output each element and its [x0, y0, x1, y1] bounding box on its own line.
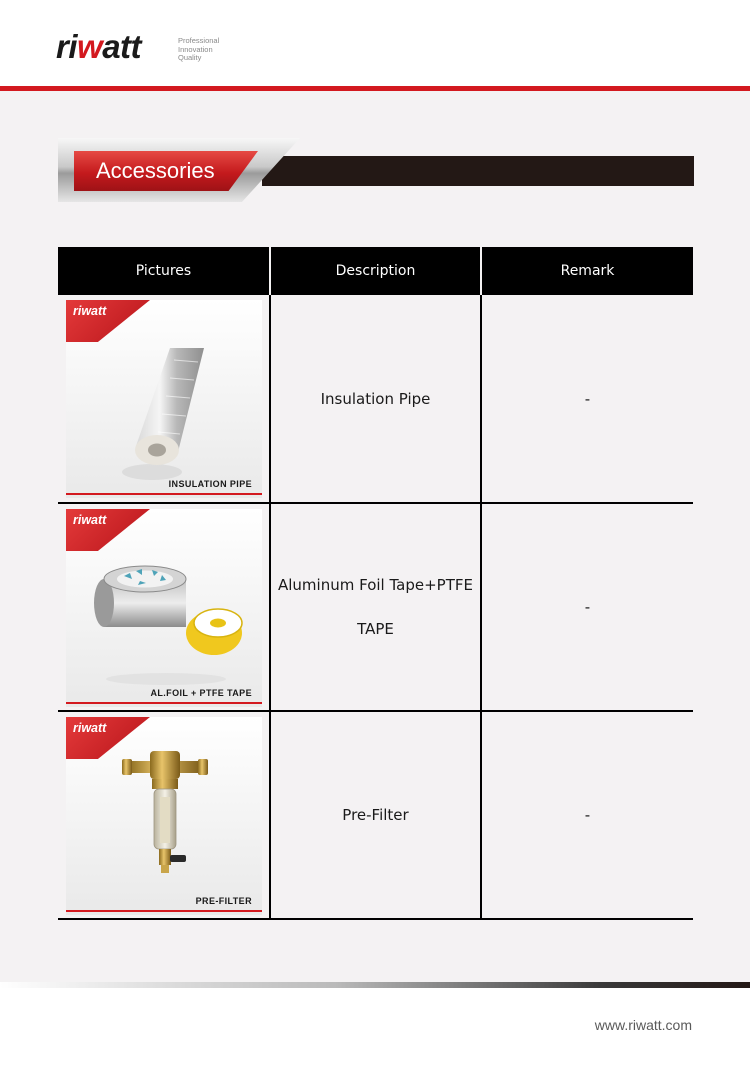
description-cell [270, 711, 481, 919]
table-row [58, 503, 693, 711]
tagline-line: Quality [178, 53, 202, 62]
accessories-table [58, 247, 693, 920]
table-header-row [58, 247, 693, 295]
column-header-remark: Remark [481, 247, 693, 295]
picture-cell [58, 295, 270, 503]
description-cell [270, 503, 481, 711]
logo-accent: w [77, 28, 103, 65]
remark-cell: - [481, 503, 693, 711]
description-cell [270, 295, 481, 503]
column-header-pictures: Pictures [58, 247, 270, 295]
footer-divider [0, 982, 750, 988]
table-row [58, 711, 693, 919]
product-image-pre-filter [66, 717, 262, 915]
caption-rule [66, 910, 262, 912]
section-heading-bar [262, 156, 694, 186]
product-caption: INSULATION PIPE [168, 479, 252, 489]
product-image-foil-tape [66, 509, 262, 707]
page-header [0, 0, 750, 92]
caption-rule [66, 702, 262, 704]
description-text: Aluminum Foil Tape+PTFE [278, 576, 473, 594]
website-url: www.riwatt.com [594, 1017, 692, 1033]
tagline-line: Professional [178, 36, 220, 45]
brand-flag-label: riwatt [73, 304, 107, 318]
table-row [58, 295, 693, 503]
logo-prefix: ri [56, 28, 78, 65]
section-title: Accessories [96, 158, 215, 183]
description-text: TAPE [357, 620, 394, 638]
remark-cell: - [481, 711, 693, 919]
description-text: Insulation Pipe [320, 389, 431, 408]
product-caption: PRE-FILTER [195, 896, 252, 906]
picture-cell [58, 503, 270, 711]
logo-suffix: att [102, 28, 142, 65]
caption-rule [66, 493, 262, 495]
brand-flag-label: riwatt [73, 721, 107, 735]
tagline-line: Innovation [178, 44, 213, 54]
column-header-description: Description [270, 247, 481, 295]
product-image-insulation-pipe [66, 300, 262, 498]
brand-flag-label: riwatt [73, 513, 107, 527]
description-text: Pre-Filter [342, 806, 409, 824]
remark-cell: - [481, 295, 693, 503]
brand-logo [56, 28, 141, 66]
brand-tagline [178, 37, 219, 63]
picture-cell [58, 711, 270, 919]
product-caption: AL.FOIL + PTFE TAPE [150, 688, 252, 698]
